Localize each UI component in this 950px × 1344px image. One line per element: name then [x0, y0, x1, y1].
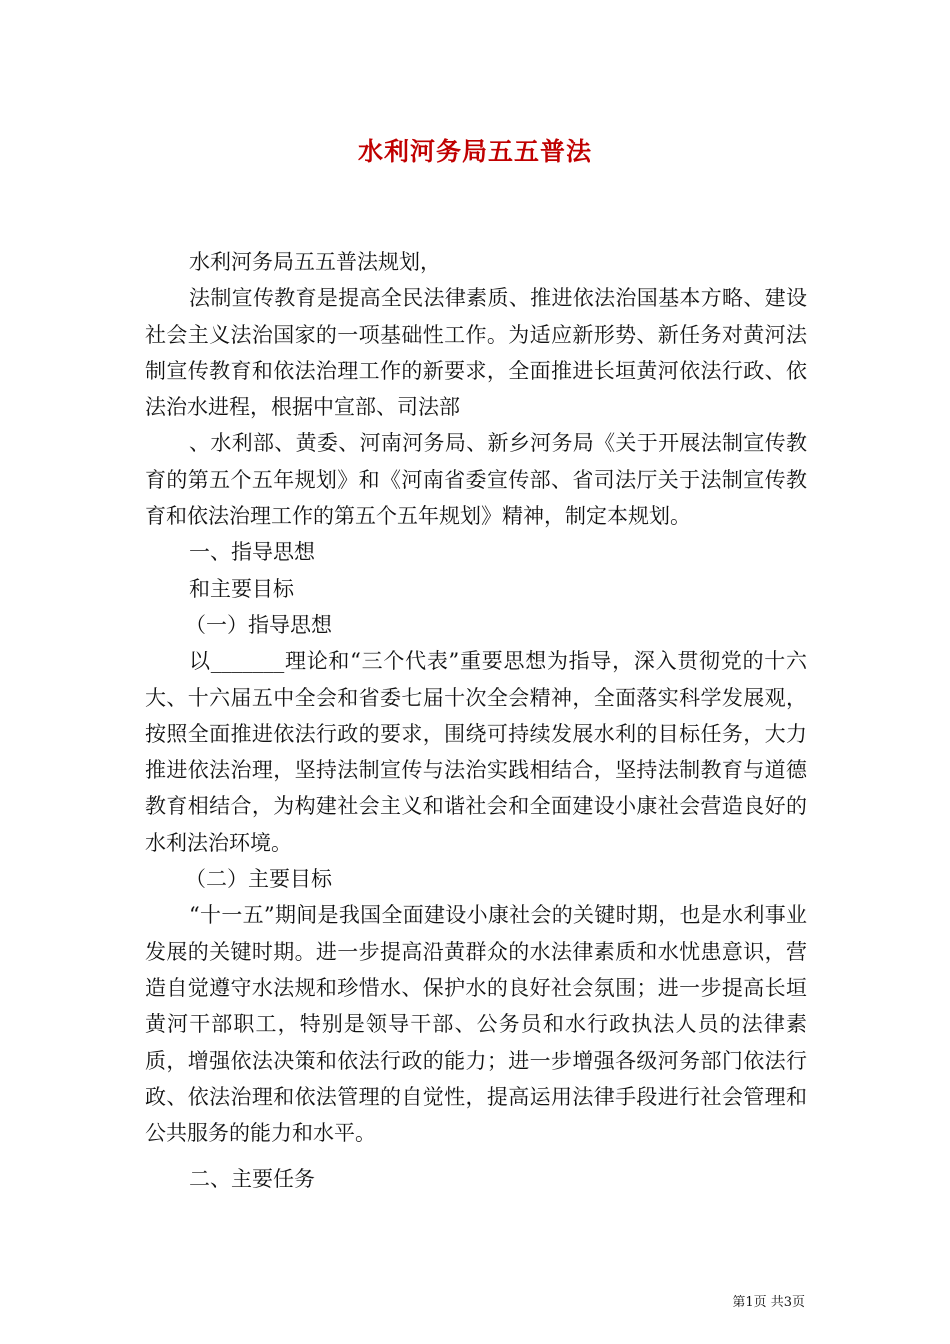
paragraph-guiding-thought: 以_______理论和“三个代表”重要思想为指导，深入贯彻党的十六大、十六届五中全会和省委七届十次全会精神，全面落实科学发展观，按照全面推进依法行政的要求，围绕可持续发展水利的目标任务，大力推进依法治理，坚持法制宣传与法治实践相结合，坚持法制教育与道德教育相结合，为构建社会主义和谐社会和全面建设小康社会营造良好的水利法治环境。	[145, 649, 807, 855]
document-title: 水利河务局五五普法	[357, 137, 592, 166]
page-number: 第1页 共3页	[732, 1295, 805, 1310]
section-heading-main-goals: 和主要目标	[189, 576, 294, 601]
subsection-heading-main-goals: （二）主要目标	[185, 867, 332, 892]
paragraph-intro: 法制宣传教育是提高全民法律素质、推进依法治国基本方略、建设社会主义法治国家的一项基础性工作。为适应新形势、新任务对黄河法制宣传教育和依法治理工作的新要求，全面推进长垣黄河依法行政、依法治水进程，根据中宣部、司法部	[145, 286, 807, 420]
paragraph-basis: 、水利部、黄委、河南河务局、新乡河务局《关于开展法制宣传教育的第五个五年规划》和《河南省委宣传部、省司法厅关于法制宣传教育和依法治理工作的第五个五年规划》精神，制定本规划。	[145, 431, 807, 529]
paragraph-main-goals: “十一五”期间是我国全面建设小康社会的关键时期，也是水利事业发展的关键时期。进一步提高沿黄群众的水法律素质和水忧患意识，营造自觉遵守水法规和珍惜水、保护水的良好社会氛围；进一步提高长垣黄河干部职工，特别是领导干部、公务员和水行政执法人员的法律素质，增强依法决策和依法行政的能力；进一步增强各级河务部门依法行政、依法治理和依法管理的自觉性，提高运用法律手段进行社会管理和公共服务的能力和水平。	[145, 903, 807, 1146]
document-body	[145, 244, 807, 1198]
section-heading-guiding-thought: 一、指导思想	[189, 540, 315, 565]
paragraph-plan-heading: 水利河务局五五普法规划，	[189, 250, 441, 274]
subsection-heading-guiding-thought: （一）指导思想	[185, 612, 332, 637]
section-heading-main-tasks: 二、主要任务	[189, 1167, 315, 1192]
